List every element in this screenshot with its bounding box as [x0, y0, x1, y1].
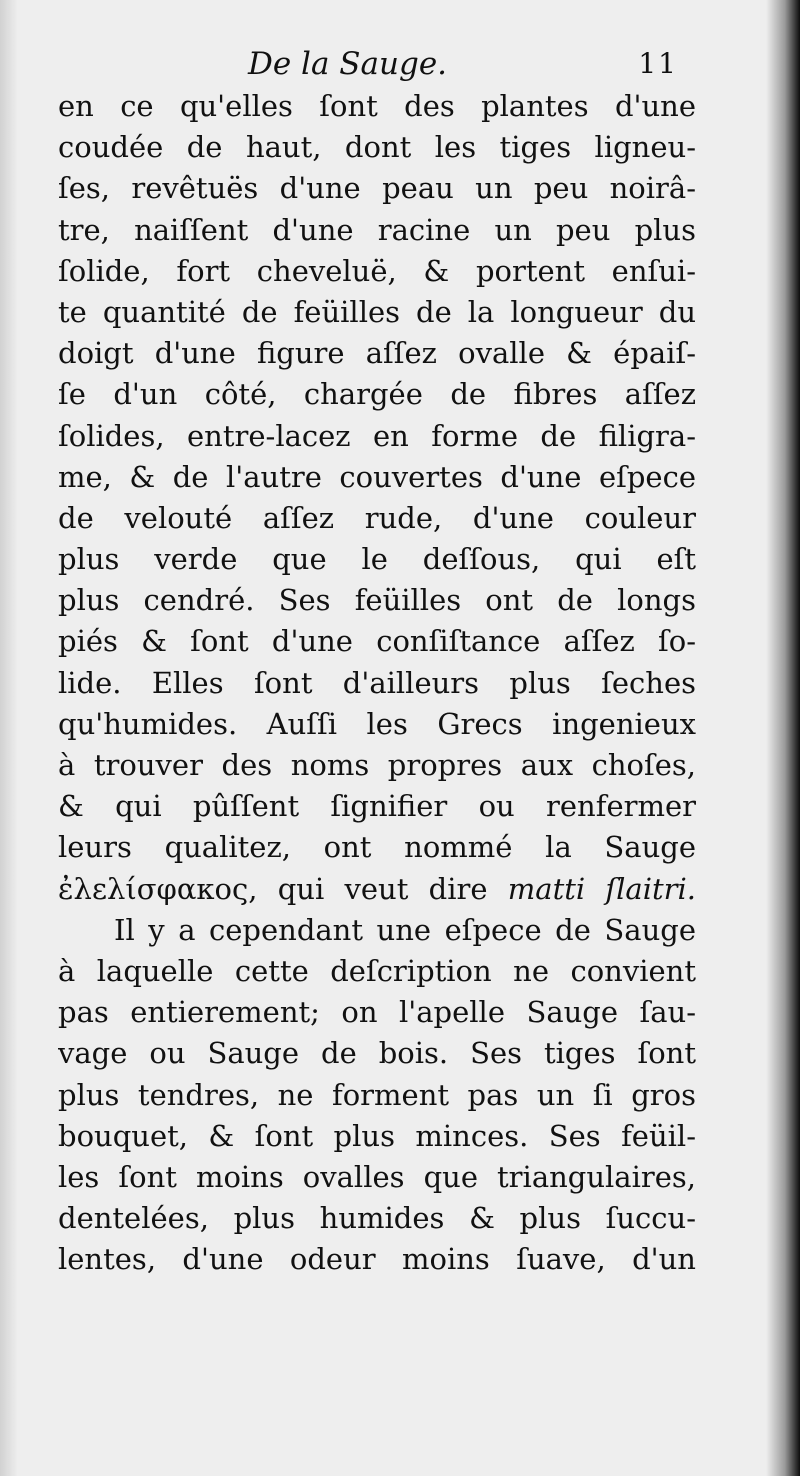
text-line: les ſont moins ovalles que triangulaires, — [58, 1159, 696, 1194]
text-line: ſolide, fort cheveluë, & portent enſui- — [58, 253, 696, 288]
text-line: lide. Elles ſont d'ailleurs plus ſeches — [58, 665, 696, 700]
page-edge-shadow-left — [0, 0, 18, 1476]
text-line: me, & de l'autre couvertes d'une eſpece — [58, 459, 696, 494]
text-line: & qui pûſſent ſignifier ou renfermer — [58, 789, 696, 824]
text-line: ſe d'un côté, chargée de fibres aſſez — [58, 377, 696, 412]
text-line: leurs qualitez, ont nommé la Sauge — [58, 830, 696, 865]
text-line: en ce qu'elles ſont des plantes d'une — [58, 89, 696, 123]
text-line-greek — [58, 869, 696, 910]
text-line: plus tendres, ne forment pas un ſi gros — [58, 1077, 696, 1112]
greek-word: ἐλελίσφακος, — [58, 871, 258, 906]
running-head — [58, 42, 686, 86]
text-line: doigt d'une figure aſſez ovalle & épaiſ- — [58, 336, 696, 371]
text-line: lentes, d'une odeur moins ſuave, d'un — [58, 1242, 696, 1277]
text-line: dentelées, plus humides & plus ſuccu- — [58, 1201, 696, 1236]
text-line: vage ou Sauge de bois. Ses tiges ſont — [58, 1036, 696, 1071]
text-line: bouquet, & ſont plus minces. Ses feüil- — [58, 1118, 696, 1153]
text-line: te quantité de feüilles de la longueur du — [58, 294, 696, 329]
text-fragment: qui veut dire — [257, 871, 508, 906]
text-line: à trouver des noms propres aux choſes, — [58, 748, 696, 782]
running-head-title: De la Sauge. — [248, 46, 448, 82]
italic-gloss: matti ſlaitri. — [507, 871, 696, 906]
text-line: ſolides, entre-lacez en forme de filigra- — [58, 418, 696, 453]
text-line: à laquelle cette deſcription ne convient — [58, 953, 696, 988]
text-line: pas entierement; on l'apelle Sauge ſau- — [58, 995, 696, 1030]
paragraph-2 — [58, 910, 696, 1281]
text-line: plus verde que le deſſous, qui eſt — [58, 542, 696, 577]
paragraph-1 — [58, 86, 696, 910]
text-line: piés & ſont d'une conſiſtance aſſez ſo- — [58, 624, 696, 659]
text-line: plus cendré. Ses feüilles ont de longs — [58, 583, 696, 618]
text-line: Il y a cependant une eſpece de Sauge — [114, 912, 696, 947]
page-gutter-shadow — [766, 0, 800, 1476]
text-line: de velouté aſſez rude, d'une couleur — [58, 500, 696, 535]
text-line: qu'humides. Auſſi les Grecs ingenieux — [58, 706, 696, 741]
text-line: tre, naiſſent d'une racine un peu plus — [58, 212, 696, 247]
page-number: 11 — [638, 47, 678, 80]
text-line: coudée de haut, dont les tiges ligneu- — [58, 130, 696, 165]
body-text — [58, 86, 696, 1280]
text-line: ſes, revêtuës d'une peau un peu noirâ- — [58, 171, 696, 206]
